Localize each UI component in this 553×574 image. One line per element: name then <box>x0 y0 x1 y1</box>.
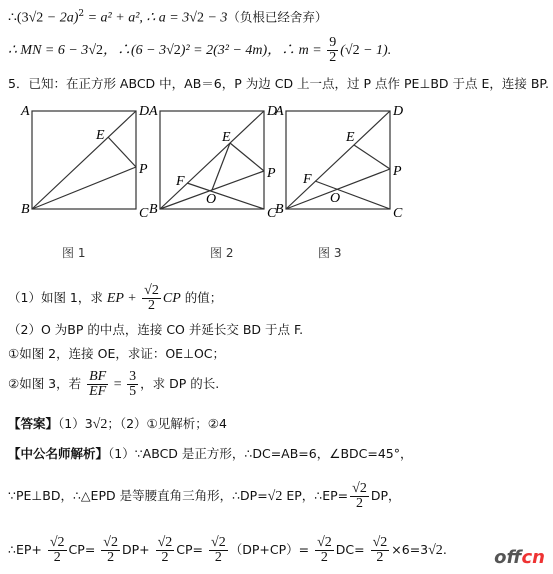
label-a: A <box>275 104 284 119</box>
label-a: A <box>21 104 30 119</box>
segment-pe <box>230 143 264 171</box>
fraction-denominator: 5 <box>129 384 137 399</box>
segment-pe <box>354 145 390 169</box>
caption-figure-1: 图 1 <box>62 246 86 260</box>
line1-exponent: 2 <box>78 9 85 19</box>
fraction-numerator: √2 <box>317 535 332 550</box>
fraction-denominator: 2 <box>355 496 363 511</box>
fraction-numerator: 3 <box>129 369 137 384</box>
label-e: E <box>346 130 355 145</box>
fraction-denominator: EF <box>89 384 107 399</box>
line1-part2: = a² + a², ∴ a = 3 <box>84 10 190 26</box>
line1-lead: ∴(3 <box>8 10 29 26</box>
fraction-root2-over-2 <box>101 536 120 565</box>
figure-1 <box>18 103 148 223</box>
fraction-denominator: 2 <box>148 298 156 313</box>
fraction-numerator: √2 <box>103 535 118 550</box>
sqrt-two: √2 <box>88 43 103 58</box>
segment-pe <box>108 137 136 167</box>
solution-line-1 <box>8 6 327 26</box>
q2b-prefix: ②如图 3，若 <box>8 376 86 391</box>
segment-oe <box>212 143 230 190</box>
fraction-root2-over-2 <box>142 284 161 313</box>
step1-text2: EP，∴EP= <box>282 488 349 503</box>
analysis-line <box>8 446 413 462</box>
segment-bp <box>32 167 136 209</box>
label-c: C <box>393 206 403 221</box>
analysis-label: 【中公名师解析】 <box>8 446 109 461</box>
q2b-eq: = <box>110 377 126 392</box>
label-b: B <box>149 202 158 217</box>
fraction-denominator: 2 <box>53 550 61 565</box>
sqrt-two: √2 <box>344 43 360 58</box>
fraction-numerator: √2 <box>211 535 226 550</box>
q1-suffix: 的值； <box>180 290 223 305</box>
segment-cf <box>315 181 390 209</box>
step2-text1: ∴EP+ <box>8 542 42 557</box>
answer-label: 【答案】 <box>8 416 59 431</box>
question-2a: ①如图 2，连接 OE，求证：OE⊥OC； <box>8 346 226 361</box>
fraction-root2-over-2 <box>209 536 228 565</box>
fraction-numerator: √2 <box>144 283 159 298</box>
step2-t7: ×6=3 <box>391 542 429 557</box>
fraction-root2-over-2 <box>371 536 390 565</box>
label-b: B <box>21 202 30 217</box>
label-b: B <box>275 202 284 217</box>
label-p: P <box>267 166 276 181</box>
label-c: C <box>267 206 277 221</box>
fraction-denominator: 2 <box>329 50 337 65</box>
analysis-step-2 <box>8 536 447 565</box>
fraction-denominator: 2 <box>214 550 222 565</box>
label-f: F <box>176 174 185 189</box>
step2-t5: （DP+CP）= <box>229 542 310 557</box>
watermark-part-b: cn <box>521 547 545 568</box>
label-d: D <box>267 104 278 119</box>
fraction-bf-over-ef <box>87 370 108 399</box>
step1-text1: ∵PE⊥BD，∴△EPD 是等腰直角三角形，∴DP= <box>8 488 268 503</box>
fraction-numerator: BF <box>89 369 107 384</box>
line2-text1: ∴ MN = 6 − 3 <box>8 43 89 58</box>
fraction-denominator: 2 <box>320 550 328 565</box>
watermark-part-a: off <box>494 547 522 568</box>
fraction-denominator: 2 <box>161 550 169 565</box>
step1-text3: DP， <box>370 488 401 503</box>
answer-text2: ；（2）①见解析；②4 <box>107 416 227 431</box>
fraction-3-over-5 <box>127 370 138 399</box>
label-f: F <box>303 172 312 187</box>
label-d: D <box>139 104 150 119</box>
step2-t4: CP= <box>176 542 204 557</box>
caption-figure-3: 图 3 <box>318 246 342 260</box>
label-p: P <box>139 162 148 177</box>
step2-t6: DC= <box>335 542 365 557</box>
fraction-denominator: 2 <box>376 550 384 565</box>
fraction-numerator: √2 <box>49 535 65 550</box>
analysis-text: （1）∵ABCD 是正方形，∴DC=AB=6，∠BDC=45°， <box>108 446 413 461</box>
step2-t8: . <box>442 542 447 557</box>
fraction-numerator: √2 <box>157 535 173 550</box>
problem-statement <box>8 76 549 92</box>
sqrt-two: √2 <box>166 43 181 58</box>
label-c: C <box>139 206 149 221</box>
figure-2 <box>146 103 276 223</box>
sqrt-two: √2 <box>428 543 443 558</box>
line2-text3: )² = 2(3² − 4m)，∴ m = <box>180 43 326 58</box>
label-e: E <box>222 130 231 145</box>
q2b-suffix: ，求 DP 的长. <box>140 376 220 391</box>
label-a: A <box>149 104 158 119</box>
fraction-nine-halves <box>327 36 338 65</box>
label-o: O <box>206 192 217 207</box>
sqrt-two: √2 <box>189 10 204 26</box>
step2-t3: DP+ <box>121 542 150 557</box>
problem-number: 5． <box>8 76 29 91</box>
label-d: D <box>393 104 404 119</box>
line1-note: （负根已经舍弃） <box>227 9 328 25</box>
fraction-root2-over-2 <box>156 536 175 565</box>
question-2: （2）O 为BP 的中点，连接 CO 并延长交 BD 于点 F. <box>8 322 304 337</box>
line1-part1: − 2a) <box>43 10 79 26</box>
analysis-step-1 <box>8 482 401 511</box>
question-1 <box>8 284 222 313</box>
q1-prefix: （1）如图 1，求 <box>8 290 107 305</box>
problem-text: 已知：在正方形 ABCD 中，AB＝6，P 为边 CD 上一点，过 P 点作 PE⊥BD 于点 E，连接 BP. <box>28 76 549 91</box>
q1-ep: EP + <box>106 291 141 306</box>
question-2b <box>8 370 219 399</box>
fraction-root2-over-2 <box>48 536 67 565</box>
step2-t2: CP= <box>68 542 96 557</box>
label-p: P <box>393 164 402 179</box>
caption-figure-2: 图 2 <box>210 246 234 260</box>
segment-cf <box>187 183 264 209</box>
diagonal-bd <box>32 111 136 209</box>
line2-text5: − 1). <box>359 43 392 58</box>
fraction-numerator: 9 <box>329 35 337 50</box>
fraction-root2-over-2 <box>350 482 369 511</box>
fraction-root2-over-2 <box>315 536 334 565</box>
answer-line <box>8 416 227 433</box>
q1-cp: CP <box>162 291 181 306</box>
sqrt-two: √2 <box>28 10 44 26</box>
fraction-numerator: √2 <box>352 481 367 496</box>
sqrt-two: √2 <box>267 489 283 504</box>
solution-line-2 <box>8 36 391 65</box>
figure-3 <box>272 103 402 223</box>
line2-text2: ，∴(6 − 3 <box>103 43 167 58</box>
line2-text4: ( <box>340 43 345 58</box>
sqrt-two: √2 <box>92 417 108 432</box>
line1-part3: − 3 <box>203 10 228 26</box>
label-o: O <box>330 191 341 206</box>
label-e: E <box>96 128 105 143</box>
fraction-numerator: √2 <box>372 535 388 550</box>
answer-text1: （1）3 <box>58 416 93 431</box>
watermark-logo <box>494 547 545 568</box>
fraction-denominator: 2 <box>107 550 115 565</box>
